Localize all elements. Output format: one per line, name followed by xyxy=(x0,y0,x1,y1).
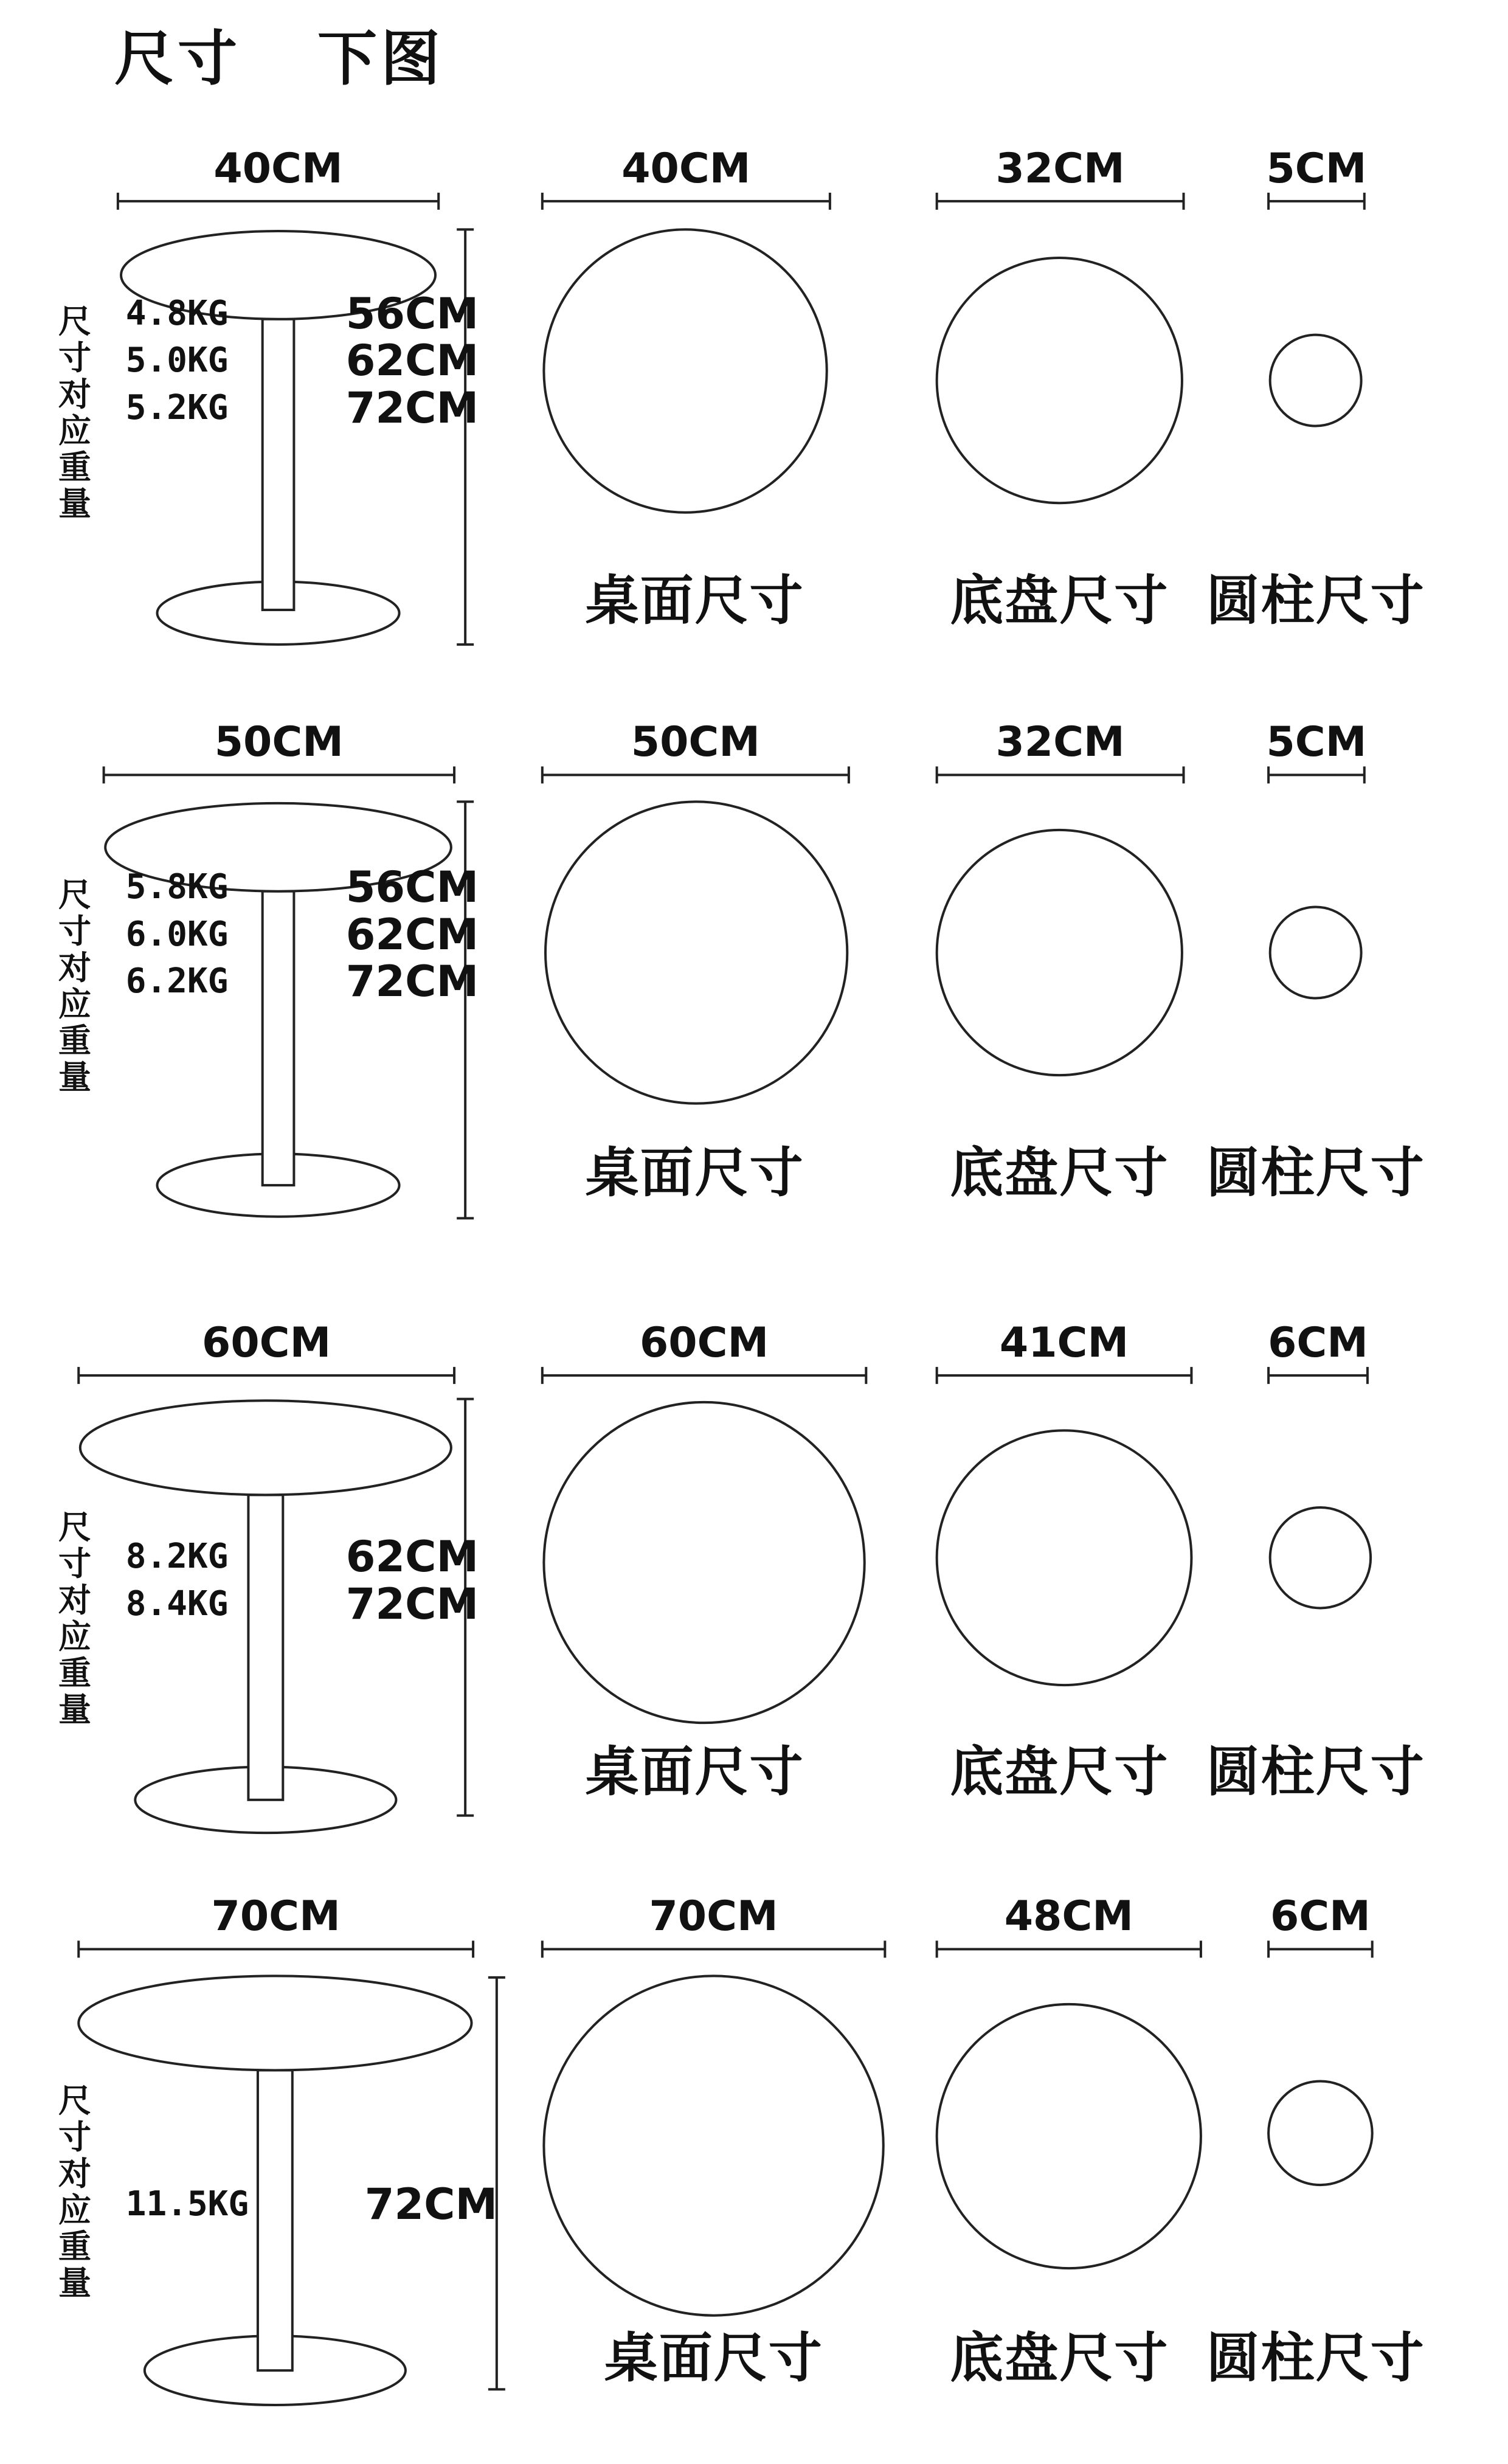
row3-height-1: 62CM xyxy=(345,1532,479,1582)
row1-base-caption: 底盘尺寸 xyxy=(950,569,1169,632)
row3-weight-label-char: 量 xyxy=(58,1690,92,1729)
row3-tabletop-circle xyxy=(544,1402,864,1723)
row4-weight-label-char: 寸 xyxy=(58,2118,92,2157)
row1-weight-1: 4.8KG xyxy=(125,293,229,333)
row2-weight-label-char: 重 xyxy=(58,1022,92,1061)
row2-width-label: 50CM xyxy=(214,718,344,767)
row2-weight-1: 5.8KG xyxy=(125,867,229,907)
row4-column-circle xyxy=(1268,2082,1372,2185)
row1-weight-label-char: 量 xyxy=(58,484,92,523)
row2-weight-label-char: 尺 xyxy=(58,876,92,915)
row1-weight-label-char: 尺 xyxy=(58,302,92,341)
row1-weight-label-char: 应 xyxy=(58,411,92,450)
row2-base-caption: 底盘尺寸 xyxy=(950,1141,1169,1204)
row1-weight-vertical-label xyxy=(57,303,93,522)
row4-table-top xyxy=(78,1976,471,2070)
page-title-left: 尺寸 xyxy=(114,24,241,94)
row1-tabletop-circle xyxy=(544,229,826,512)
row3-column-label: 6CM xyxy=(1268,1318,1368,1367)
row2-height-2: 62CM xyxy=(345,909,479,960)
row4-height-1: 72CM xyxy=(364,2179,498,2230)
row1-base-circle xyxy=(937,258,1182,503)
row2-weight-vertical-label xyxy=(57,877,93,1096)
row3-column-circle xyxy=(1270,1507,1371,1608)
row3-base-caption: 底盘尺寸 xyxy=(950,1740,1169,1803)
row4-tabletop-caption: 桌面尺寸 xyxy=(604,2326,823,2389)
row4-width-label: 70CM xyxy=(211,1892,341,1941)
row4-weight-vertical-label xyxy=(57,2083,93,2302)
row2-weight-label-char: 寸 xyxy=(58,912,92,951)
row4-base-circle xyxy=(937,2004,1201,2268)
row2-tabletop-caption: 桌面尺寸 xyxy=(585,1141,804,1204)
row1-column-circle xyxy=(1270,335,1361,426)
row2-weight-2: 6.0KG xyxy=(125,914,229,954)
row3-weight-2: 8.4KG xyxy=(125,1583,229,1624)
row1-tabletop-caption: 桌面尺寸 xyxy=(585,569,804,632)
row3-height-2: 72CM xyxy=(345,1579,479,1629)
row1-base-label: 32CM xyxy=(995,144,1125,193)
row2-base-label: 32CM xyxy=(995,718,1125,767)
row1-tabletop-label: 40CM xyxy=(621,144,751,193)
row4-tabletop-circle xyxy=(544,1976,883,2315)
row1-weight-label-char: 寸 xyxy=(58,338,92,377)
row2-height-1: 56CM xyxy=(345,862,479,913)
row1-weight-2: 5.0KG xyxy=(125,341,229,381)
row1-height-3: 72CM xyxy=(345,382,479,433)
row3-width-label: 60CM xyxy=(202,1318,331,1367)
row1-height-1: 56CM xyxy=(345,288,479,339)
row1-weight-3: 5.2KG xyxy=(125,387,229,427)
row4-tabletop-label: 70CM xyxy=(649,1892,778,1941)
row1-column-label: 5CM xyxy=(1266,144,1367,193)
row1-weight-label-char: 对 xyxy=(58,375,92,414)
row3-table-top xyxy=(80,1400,451,1495)
row3-table-pole xyxy=(248,1495,283,1799)
row3-tabletop-label: 60CM xyxy=(639,1318,769,1367)
row1-column-caption: 圆柱尺寸 xyxy=(1206,569,1425,632)
page-title-right: 下图 xyxy=(317,24,444,94)
row3-base-label: 41CM xyxy=(999,1318,1129,1367)
row3-weight-label-char: 尺 xyxy=(58,1507,92,1546)
row2-weight-label-char: 量 xyxy=(58,1058,92,1097)
row2-weight-label-char: 对 xyxy=(58,949,92,988)
row3-weight-label-char: 重 xyxy=(58,1653,92,1692)
row3-weight-label-char: 应 xyxy=(58,1617,92,1656)
row3-weight-1: 8.2KG xyxy=(125,1537,229,1577)
row2-height-3: 72CM xyxy=(345,957,479,1007)
row4-column-label: 6CM xyxy=(1270,1892,1371,1941)
row2-base-circle xyxy=(937,830,1182,1075)
row1-weight-label-char: 重 xyxy=(58,448,92,486)
row2-tabletop-label: 50CM xyxy=(631,718,760,767)
row4-weight-label-char: 量 xyxy=(58,2264,92,2303)
row4-base-label: 48CM xyxy=(1004,1892,1133,1941)
row3-tabletop-caption: 桌面尺寸 xyxy=(585,1740,804,1803)
row2-column-caption: 圆柱尺寸 xyxy=(1206,1141,1425,1204)
row2-weight-label-char: 应 xyxy=(58,985,92,1024)
row3-base-circle xyxy=(937,1430,1192,1685)
row1-table-pole xyxy=(263,319,294,610)
row4-weight-label-char: 对 xyxy=(58,2154,92,2193)
row3-weight-vertical-label xyxy=(57,1509,93,1728)
row3-weight-label-char: 对 xyxy=(58,1580,92,1619)
row3-column-caption: 圆柱尺寸 xyxy=(1206,1740,1425,1803)
row4-table-pole xyxy=(258,2070,292,2370)
row2-tabletop-circle xyxy=(545,801,847,1103)
row2-column-label: 5CM xyxy=(1266,718,1367,767)
row1-height-2: 62CM xyxy=(345,336,479,386)
row4-weight-label-char: 尺 xyxy=(58,2082,92,2120)
row2-table-pole xyxy=(263,891,294,1185)
row3-weight-label-char: 寸 xyxy=(58,1544,92,1583)
row4-weight-label-char: 应 xyxy=(58,2191,92,2230)
row2-column-circle xyxy=(1270,907,1361,998)
row4-weight-label-char: 重 xyxy=(58,2227,92,2266)
row1-width-label: 40CM xyxy=(213,144,343,193)
row2-weight-3: 6.2KG xyxy=(125,961,229,1002)
row4-column-caption: 圆柱尺寸 xyxy=(1206,2326,1425,2389)
row4-base-caption: 底盘尺寸 xyxy=(950,2326,1169,2389)
row4-weight-1: 11.5KG xyxy=(125,2184,249,2224)
